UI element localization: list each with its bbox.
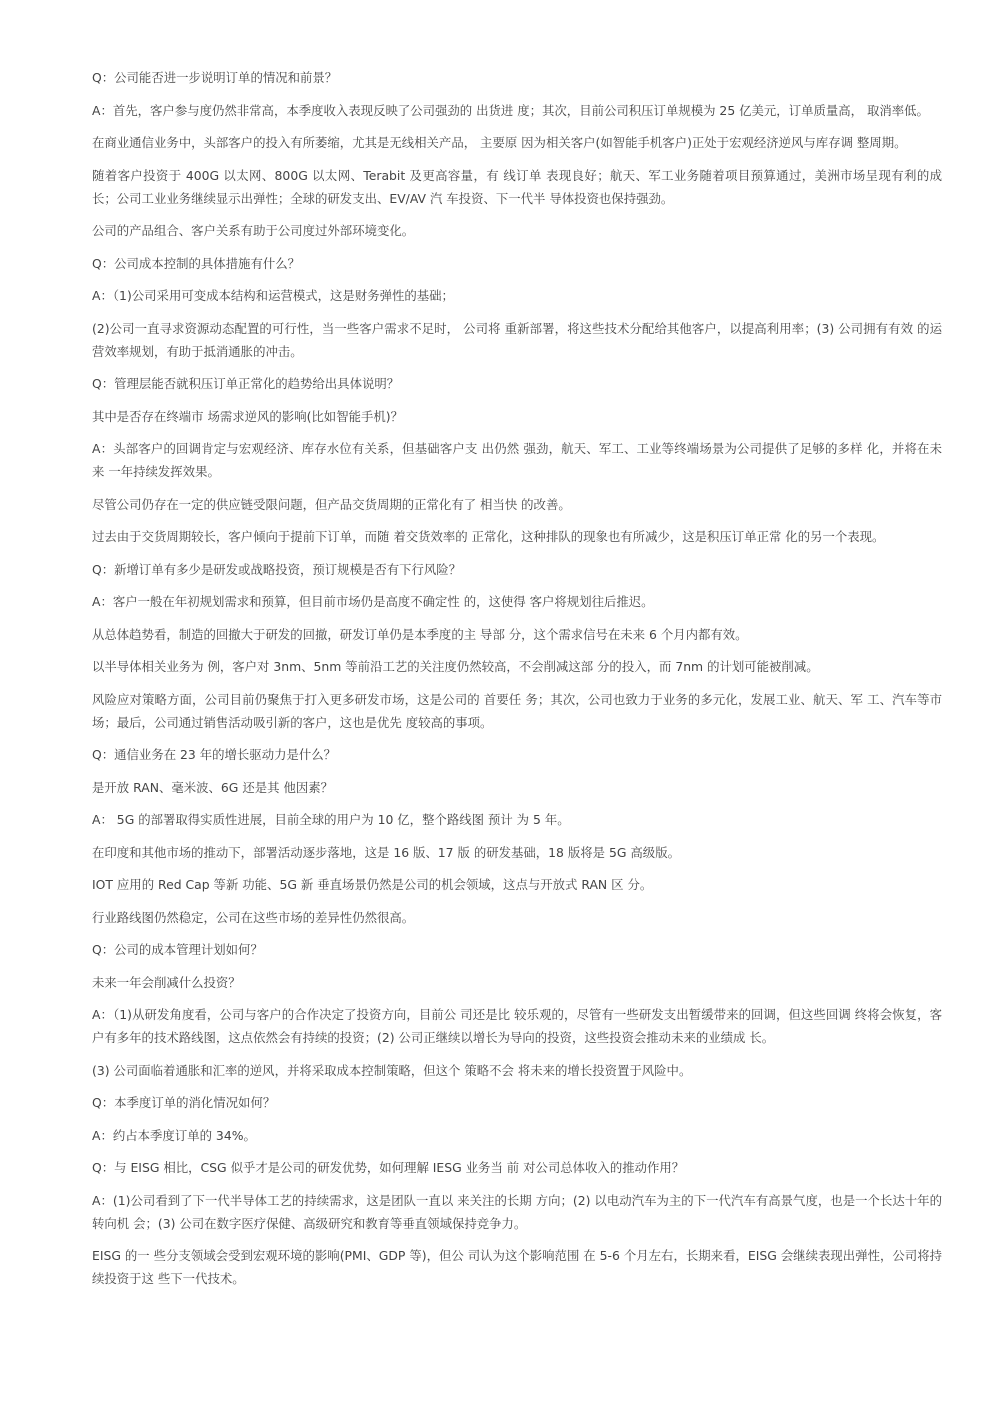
- question-comms-growth: Q：通信业务在 23 年的增长驱动力是什么？: [92, 747, 337, 762]
- answer-paragraph: A：（1)公司采用可变成本结构和运营模式，这是财务弹性的基础；: [92, 288, 454, 303]
- body-paragraph: 风险应对策略方面，公司目前仍聚焦于打入更多研发市场，这是公司的 首要任 务；其次，公司也致力于业务的多元化，发展工业、航天、军 工、汽车等市 场；最后，公司通过销售活动吸引新的客户，这也是优先 度较高的事项。: [92, 691, 942, 730]
- question-cost-control: Q：公司成本控制的具体措施有什么？: [92, 255, 301, 271]
- answer-paragraph: A：首先，客户参与度仍然非常高，本季度收入表现反映了公司强劲的 出货进 度；其次，目前公司积压订单规模为 25 亿美元，订单质量高， 取消率低。: [92, 102, 929, 118]
- body-paragraph: 行业路线图仍然稳定，公司在这些市场的差异性仍然很高。: [92, 909, 415, 925]
- body-paragraph: EISG 的一 些分支领域会受到宏观环境的影响(PMI、GDP 等)，但公 司认为这个影响范围 在 5-6 个月左右，长期来看，EISG 会继续表现出弹性，公司将持续投资于这 些下一代技术。: [92, 1248, 942, 1286]
- question-cost-plan: Q：公司的成本管理计划如何？: [92, 942, 263, 957]
- body-paragraph: 以半导体相关业务为 例，客户对 3nm、5nm 等前沿工艺的关注度仍然较高，不会削减这部 分的投入，而 7nm 的计划可能被削减。: [92, 659, 819, 674]
- body-paragraph: 尽管公司仍存在一定的供应链受限问题，但产品交货周期的正常化有了 相当快 的改善。: [92, 496, 571, 512]
- answer-paragraph: A：头部客户的回调肯定与宏观经济、库存水位有关系，但基础客户支 出仍然 强劲，航天、军工、工业等终端场景为公司提供了足够的多样 化，并将在未来 一年持续发挥效果。: [92, 441, 942, 479]
- question-followup: 是开放 RAN、毫米波、6G 还是其 他因素？: [92, 779, 334, 795]
- question-outlook: Q：公司能否进一步说明订单的情况和前景？: [92, 70, 338, 85]
- question-followup: 未来一年会削减什么投资？: [92, 974, 241, 990]
- body-paragraph: 随着客户投资于 400G 以太网、800G 以太网、Terabit 及更高容量，有 线订单 表现良好；航天、军工业务随着项目预算通过，美洲市场呈现有利的成长；公司工业业务继续显示出弹性；全球的研发支出、EV/AV 汽 车投资、下一代半 导体投资也保持强劲。: [92, 167, 942, 206]
- question-order-digestion: Q：本季度订单的消化情况如何？: [92, 1095, 276, 1110]
- question-backlog: Q：管理层能否就积压订单正常化的趋势给出具体说明？: [92, 376, 400, 391]
- question-followup: 其中是否存在终端市 场需求逆风的影响(比如智能手机)？: [92, 408, 403, 424]
- body-paragraph: 从总体趋势看，制造的回撤大于研发的回撤，研发订单仍是本季度的主 导部 分，这个需求信号在未来 6 个月内都有效。: [92, 626, 748, 642]
- answer-paragraph: A：客户一般在年初规划需求和预算，但目前市场仍是高度不确定性 的，这使得 客户将规划往后推迟。: [92, 594, 654, 609]
- answer-paragraph: A：约占本季度订单的 34%。: [92, 1127, 256, 1143]
- body-paragraph: 在印度和其他市场的推动下，部署活动逐步落地，这是 16 版、17 版 的研发基础，18 版将是 5G 高级版。: [92, 844, 680, 860]
- body-paragraph: 公司的产品组合、客户关系有助于公司度过外部环境变化。: [92, 223, 415, 238]
- body-paragraph: (2)公司一直寻求资源动态配置的可行性，当一些客户需求不足时， 公司将 重新部署，将这些技术分配给其他客户，以提高利用率；(3) 公司拥有有效 的运营效率规划，有助于抵消通胀的冲击。: [92, 320, 942, 359]
- body-paragraph: IOT 应用的 Red Cap 等新 功能、5G 新 垂直场景仍然是公司的机会领域，这点与开放式 RAN 区 分。: [92, 877, 653, 892]
- question-eisg: Q：与 EISG 相比，CSG 似乎才是公司的研发优势，如何理解 IESG 业务当 前 对公司总体收入的推动作用？: [92, 1160, 685, 1175]
- answer-paragraph: A：（1)从研发角度看，公司与客户的合作决定了投资方向，目前公 司还是比 较乐观的，尽管有一些研发支出暂缓带来的回调，但这些回调 终将会恢复，客 户有多年的技术路线图，这点依然会有持续的投资；(2) 公司正继续以增长为导向的投资，这些投资会推动未来的业绩成 长。: [92, 1007, 942, 1045]
- answer-paragraph: A：(1)公司看到了下一代半导体工艺的持续需求，这是团队一直以 来关注的长期 方向；(2) 以电动汽车为主的下一代汽车有高景气度，也是一个长达十年的 转向机 会；(3) 公司在数字医疗保健、高级研究和教育等垂直领域保持竞争力。: [92, 1192, 942, 1231]
- body-paragraph: (3) 公司面临着通胀和汇率的逆风，并将采取成本控制策略，但这个 策略不会 将未来的增长投资置于风险中。: [92, 1062, 692, 1078]
- question-new-orders: Q：新增订单有多少是研发或战略投资，预订规模是否有下行风险？: [92, 561, 462, 577]
- answer-paragraph: A： 5G 的部署取得实质性进展，目前全球的用户为 10 亿，整个路线图 预计 为 5 年。: [92, 812, 570, 827]
- body-paragraph: 过去由于交货周期较长，客户倾向于提前下订单，而随 着交货效率的 正常化，这种排队的现象也有所减少，这是积压订单正常 化的另一个表现。: [92, 529, 885, 544]
- document-body: [92, 66, 942, 1300]
- body-paragraph: 在商业通信业务中，头部客户的投入有所萎缩，尤其是无线相关产品， 主要原 因为相关客户(如智能手机客户)正处于宏观经济逆风与库存调 整周期。: [92, 135, 907, 150]
